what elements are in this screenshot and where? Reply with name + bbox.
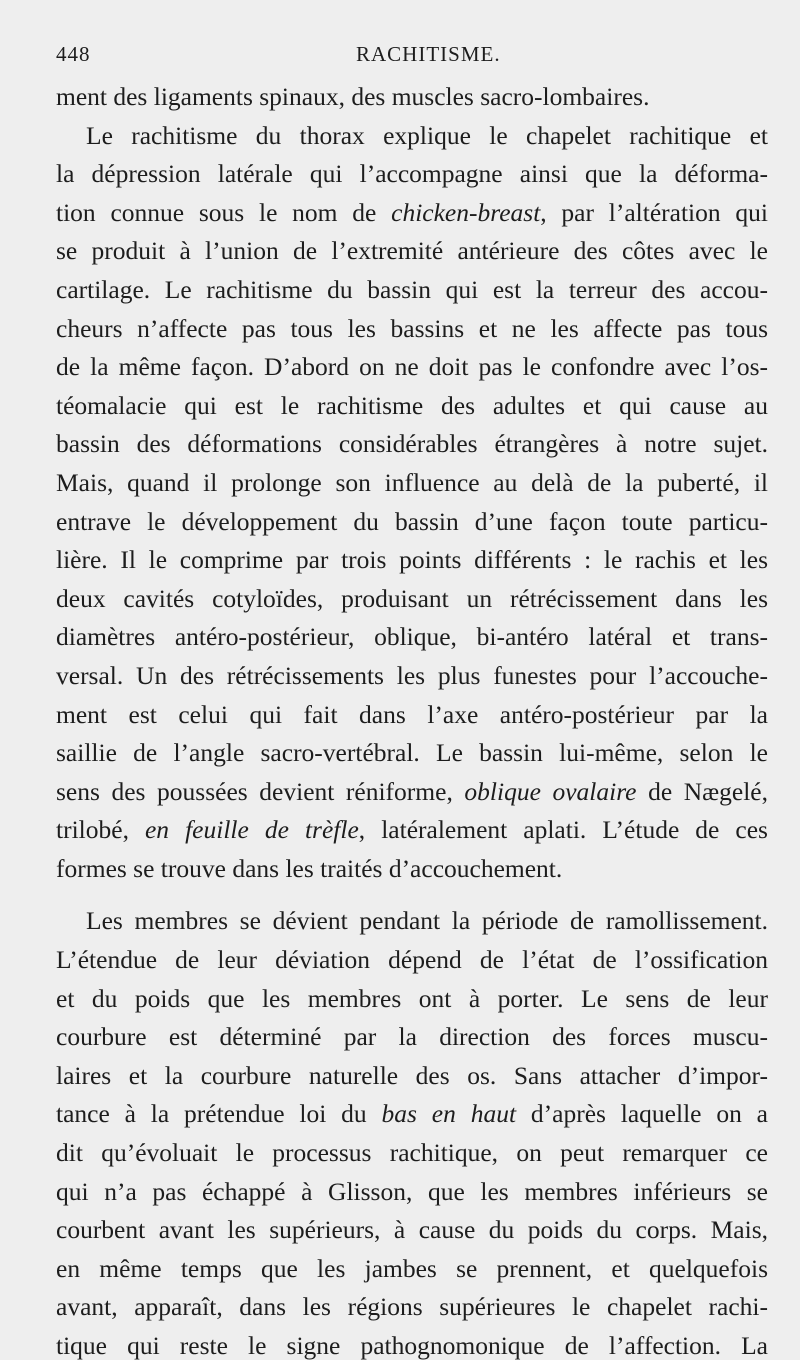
- text-line: versal. Un des rétrécissements les plus funestes pour l’accouche-: [56, 660, 768, 690]
- text-line: avant, apparaît, dans les régions supérieures le chapelet rachi-: [56, 1292, 768, 1322]
- paragraph-1: [56, 78, 768, 117]
- text-line: laires et la courbure naturelle des os. Sans attacher d’impor-: [56, 1060, 768, 1090]
- text-line: diamètres antéro-postérieur, oblique, bi-antéro latéral et trans-: [56, 622, 768, 652]
- italic-term: chicken-breast: [391, 197, 541, 227]
- text-line: la dépression latérale qui l’accompagne ainsi que la déforma-: [56, 159, 768, 189]
- italic-term: bas en haut: [381, 1099, 517, 1129]
- text-line: formes se trouve dans les traités d’accouchement.: [56, 853, 563, 883]
- text-line: se produit à l’union de l’extremité antérieure des côtes avec le: [56, 236, 768, 266]
- text-run: sens des poussées devient réniforme,: [56, 776, 465, 806]
- text-line: L’étendue de leur déviation dépend de l’état de l’ossification: [56, 945, 768, 975]
- text-run: tion connue sous le nom de: [56, 197, 392, 227]
- text-line: [56, 1095, 768, 1134]
- text-line: de la même façon. D’abord on ne doit pas le confondre avec l’os-: [56, 352, 768, 382]
- text-run: , par l’altération qui: [540, 197, 768, 227]
- page-number: 448: [56, 42, 91, 66]
- text-line: ment des ligaments spinaux, des muscles sacro-lombaires.: [56, 82, 650, 111]
- text-line: ment est celui qui fait dans l’axe antéro-postérieur par la: [56, 699, 768, 729]
- text-line: tique qui reste le signe pathognomonique de l’affection. La: [56, 1331, 768, 1360]
- paragraph-2: [56, 117, 768, 889]
- text-line: qui n’a pas échappé à Glisson, que les membres inférieurs se: [56, 1176, 768, 1206]
- text-line: cheurs n’affecte pas tous les bassins et ne les affecte pas tous: [56, 313, 768, 343]
- text-line: téomalacie qui est le rachitisme des adultes et qui cause au: [56, 390, 768, 420]
- text-line: deux cavités cotyloïdes, produisant un rétrécissement dans les: [56, 583, 768, 613]
- running-head: RACHITISME.: [356, 42, 501, 66]
- body-text: [56, 78, 768, 1360]
- text-line: [56, 811, 768, 850]
- text-line: [56, 773, 768, 812]
- text-line: et du poids que les membres ont à porter. Le sens de leur: [56, 983, 768, 1013]
- italic-term: en feuille de trèfle: [144, 815, 359, 845]
- text-line: dit qu’évoluait le processus rachitique, on peut remarquer ce: [56, 1138, 768, 1168]
- paragraph-3: [56, 902, 768, 1360]
- text-run: , latéralement aplati. L’étude de ces: [358, 815, 768, 845]
- text-line: [56, 194, 768, 233]
- text-line: Les membres se dévient pendant la période de ramollissement.: [86, 906, 768, 936]
- paragraph-spacing: [56, 888, 768, 902]
- text-line: Mais, quand il prolonge son influence au delà de la puberté, il: [56, 467, 768, 497]
- text-run: trilobé,: [56, 815, 145, 845]
- text-line: bassin des déformations considérables étrangères à notre sujet.: [56, 429, 768, 459]
- text-line: Le rachitisme du thorax explique le chapelet rachitique et: [86, 120, 768, 150]
- text-line: courbent avant les supérieurs, à cause du poids du corps. Mais,: [56, 1215, 768, 1245]
- text-line: cartilage. Le rachitisme du bassin qui est la terreur des accou-: [56, 274, 768, 304]
- page-header: [56, 42, 766, 76]
- text-line: saillie de l’angle sacro-vertébral. Le bassin lui-même, selon le: [56, 738, 768, 768]
- text-line: entrave le développement du bassin d’une façon toute particu-: [56, 506, 768, 536]
- text-line: courbure est déterminé par la direction des forces muscu-: [56, 1022, 768, 1052]
- italic-term: oblique ovalaire: [464, 776, 637, 806]
- text-line: lière. Il le comprime par trois points différents : le rachis et les: [56, 545, 768, 575]
- text-line: en même temps que les jambes se prennent, et quelquefois: [56, 1253, 768, 1283]
- text-run: d’après laquelle on a: [516, 1099, 768, 1129]
- text-run: tance à la prétendue loi du: [56, 1099, 382, 1129]
- text-run: de Nægelé,: [636, 776, 769, 806]
